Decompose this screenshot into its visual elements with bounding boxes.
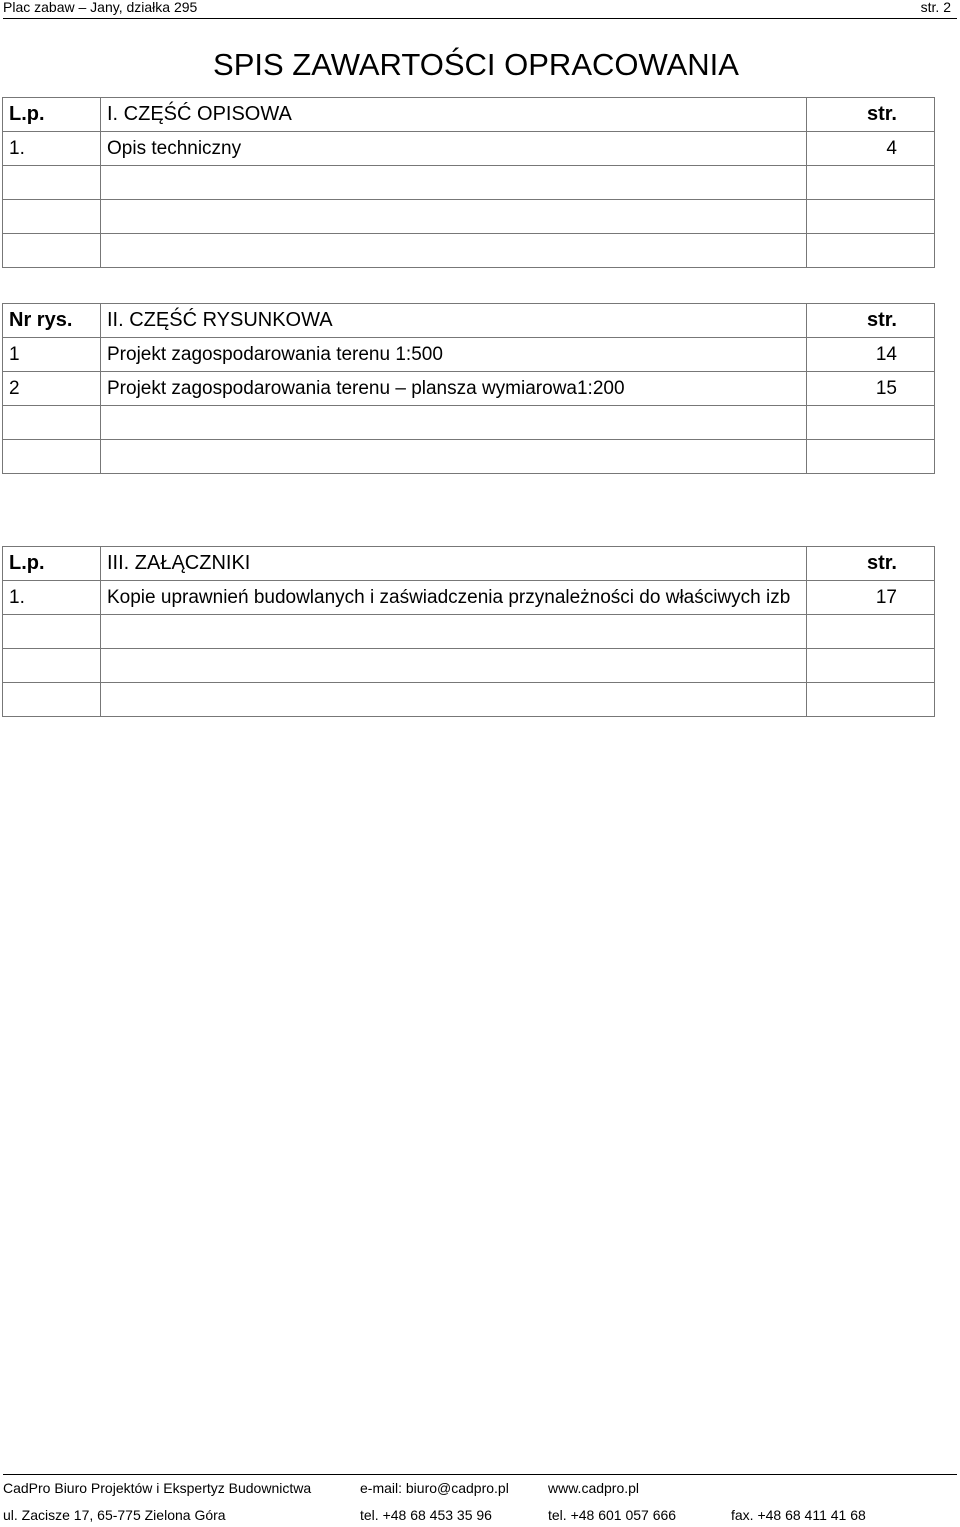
footer-phone-2: tel. +48 601 057 666 [548,1507,677,1523]
row-number: 2 [3,372,101,406]
row-description [101,234,807,268]
row-description [101,406,807,440]
footer-row-2 [3,1501,957,1527]
section-opisowa-table [2,97,935,268]
table-row [3,372,935,406]
column-header-number: L.p. [3,547,101,581]
column-header-number: L.p. [3,98,101,132]
footer-fax: fax. +48 68 411 41 68 [731,1507,866,1523]
row-page: 4 [807,132,935,166]
section-zalaczniki-table [2,546,935,717]
row-description: Projekt zagospodarowania terenu 1:500 [101,338,807,372]
table-row [3,683,935,717]
table-row [3,166,935,200]
table-row [3,406,935,440]
row-page [807,200,935,234]
row-description [101,166,807,200]
row-description [101,683,807,717]
page-title: SPIS ZAWARTOŚCI OPRACOWANIA [213,47,739,82]
row-page: 15 [807,372,935,406]
row-description [101,615,807,649]
row-number: 1 [3,338,101,372]
row-description: Projekt zagospodarowania terenu – plansza wymiarowa1:200 [101,372,807,406]
row-page [807,166,935,200]
row-page [807,406,935,440]
row-description [101,200,807,234]
row-number [3,200,101,234]
table-row [3,615,935,649]
row-number [3,649,101,683]
section-header-row [3,547,935,581]
row-page [807,234,935,268]
row-description: Opis techniczny [101,132,807,166]
row-number [3,406,101,440]
table-row [3,200,935,234]
row-number [3,683,101,717]
table-row [3,338,935,372]
row-number: 1. [3,132,101,166]
page-number: str. 2 [920,0,951,15]
table-row [3,440,935,474]
section-heading: II. CZĘŚĆ RYSUNKOWA [101,304,807,338]
section-header-row [3,98,935,132]
table-row [3,581,935,615]
row-page [807,683,935,717]
row-description [101,440,807,474]
document-title: Plac zabaw – Jany, działka 295 [3,0,198,15]
row-description: Kopie uprawnień budowlanych i zaświadczenia przynależności do właściwych izb [101,581,807,615]
row-page [807,649,935,683]
section-header-row [3,304,935,338]
row-number [3,234,101,268]
footer-address: ul. Zacisze 17, 65-775 Zielona Góra [3,1507,226,1523]
page-header [3,0,957,19]
row-page [807,615,935,649]
footer-company: CadPro Biuro Projektów i Ekspertyz Budownictwa [3,1480,312,1496]
table-row [3,234,935,268]
row-number [3,440,101,474]
column-header-page: str. [807,98,935,132]
column-header-number: Nr rys. [3,304,101,338]
section-heading: III. ZAŁĄCZNIKI [101,547,807,581]
section-heading: I. CZĘŚĆ OPISOWA [101,98,807,132]
row-number [3,166,101,200]
row-page: 17 [807,581,935,615]
row-description [101,649,807,683]
footer-website[interactable]: www.cadpro.pl [548,1480,640,1496]
footer-email: e-mail: biuro@cadpro.pl [360,1480,509,1496]
row-number [3,615,101,649]
row-page: 14 [807,338,935,372]
table-row [3,649,935,683]
footer-phone-1: tel. +48 68 453 35 96 [360,1507,492,1523]
row-number: 1. [3,581,101,615]
page-footer [3,1474,957,1527]
row-page [807,440,935,474]
table-row [3,132,935,166]
section-rysunkowa-table [2,303,935,474]
column-header-page: str. [807,304,935,338]
column-header-page: str. [807,547,935,581]
footer-row-1 [3,1475,957,1501]
